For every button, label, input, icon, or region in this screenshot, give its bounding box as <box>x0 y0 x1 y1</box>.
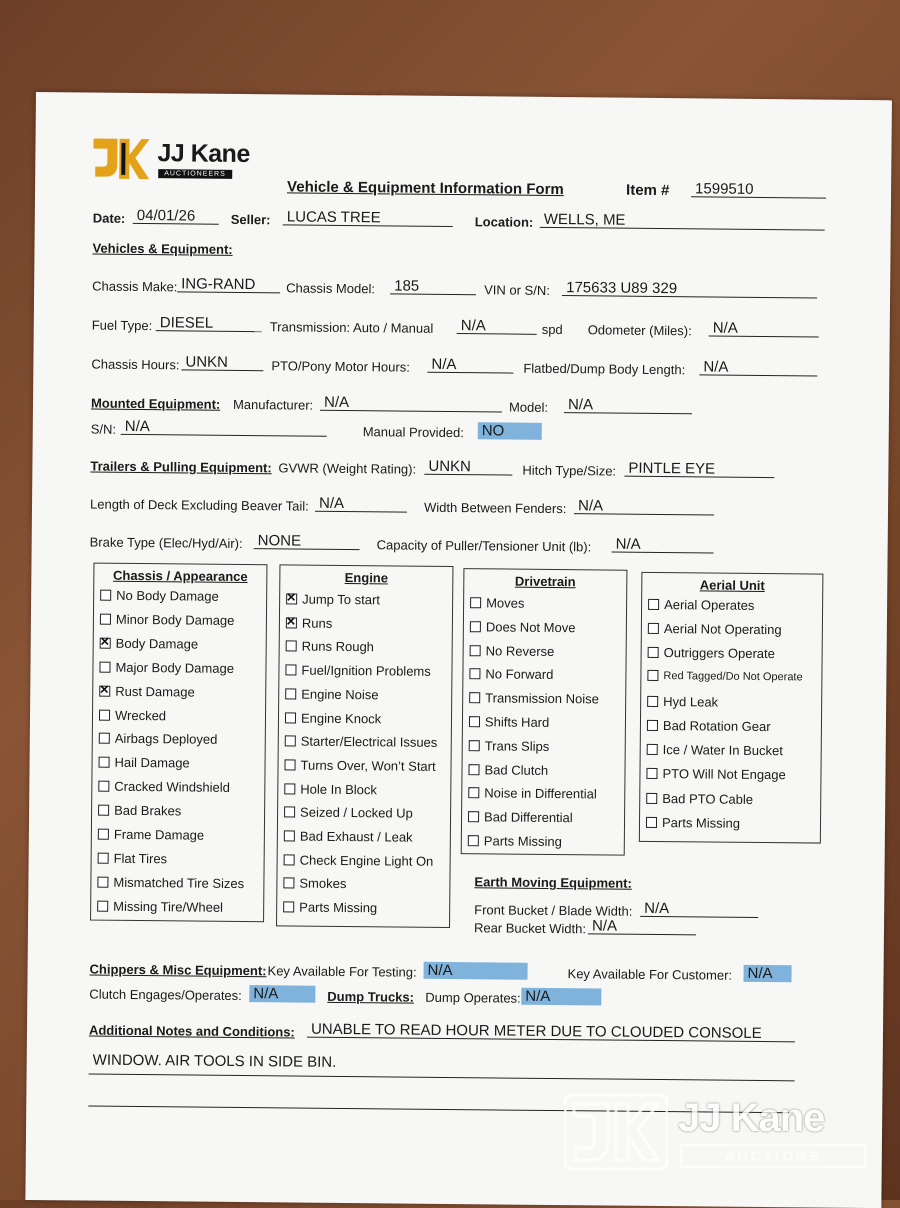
key-testing-field[interactable]: N/A <box>424 962 528 980</box>
aerial-unit-box <box>639 572 824 844</box>
checkbox[interactable] <box>283 878 294 889</box>
checkbox-label: No Body Damage <box>116 587 219 604</box>
checkbox-label: Frame Damage <box>113 826 205 843</box>
checkbox-label: Wrecked <box>114 707 167 723</box>
sn-field[interactable]: N/A <box>121 418 327 437</box>
checkbox[interactable] <box>99 709 110 720</box>
flatbed-length-field[interactable]: N/A <box>699 358 817 376</box>
checkbox-label: Shifts Hard <box>484 714 550 730</box>
checkbox[interactable] <box>285 665 296 676</box>
dump-trucks-heading: Dump Trucks: <box>327 988 415 1005</box>
drivetrain-box <box>461 568 628 856</box>
key-customer-label: Key Available For Customer: <box>567 966 733 983</box>
checkbox-row[interactable] <box>286 615 333 630</box>
checkbox-label: Transmission Noise <box>485 690 599 707</box>
location-label: Location: <box>474 214 534 230</box>
checkbox-label: Airbags Deployed <box>114 731 218 748</box>
rear-bucket-field[interactable]: N/A <box>588 917 696 935</box>
checkbox-row[interactable] <box>100 588 219 604</box>
checkbox[interactable] <box>283 902 294 913</box>
engine-title: Engine <box>344 569 389 586</box>
checkbox-label: Rust Damage <box>115 683 195 700</box>
checkbox[interactable] <box>98 853 109 864</box>
checkbox-label: Smokes <box>299 875 347 892</box>
checkbox[interactable] <box>284 854 295 865</box>
checkbox-row[interactable] <box>97 898 223 914</box>
checkbox-label: Bad Brakes <box>114 802 182 819</box>
checkbox-row[interactable] <box>469 714 549 730</box>
checkbox-row[interactable] <box>284 757 435 773</box>
pto-hours-label: PTO/Pony Motor Hours: <box>271 358 410 375</box>
checkbox-row[interactable] <box>647 742 783 758</box>
checkbox-label: Trans Slips <box>484 738 550 754</box>
chassis-appearance-title: Chassis / Appearance <box>112 567 248 585</box>
watermark-subtitle: AUCTIONS <box>680 1144 866 1168</box>
deck-length-field[interactable]: N/A <box>315 495 407 513</box>
earth-moving-heading: Earth Moving Equipment: <box>474 874 632 891</box>
fenders-width-label: Width Between Fenders: <box>423 499 567 517</box>
checkbox-row[interactable] <box>284 852 434 868</box>
checkbox-row[interactable] <box>285 734 438 750</box>
dump-operates-field[interactable]: N/A <box>521 988 601 1006</box>
checkbox-row[interactable] <box>285 686 378 702</box>
drivetrain-title: Drivetrain <box>514 573 576 590</box>
front-bucket-field[interactable]: N/A <box>640 900 758 918</box>
checkbox-label: No Forward <box>485 666 554 683</box>
checkbox-label: Fuel/Ignition Problems <box>301 662 431 679</box>
hitch-label: Hitch Type/Size: <box>522 462 617 479</box>
pto-hours-field[interactable]: N/A <box>427 356 513 374</box>
logo-subtitle: AUCTIONEERS <box>158 169 232 179</box>
checkbox-row[interactable] <box>99 731 218 747</box>
model-field[interactable]: N/A <box>564 396 692 414</box>
checkbox-row[interactable] <box>647 694 718 710</box>
seller-label: Seller: <box>230 211 271 228</box>
brake-type-label: Brake Type (Elec/Hyd/Air): <box>89 534 243 552</box>
manufacturer-field[interactable]: N/A <box>320 394 502 413</box>
checkbox-label: Moves <box>486 595 525 611</box>
checkbox[interactable] <box>647 696 658 707</box>
checkbox-row[interactable] <box>469 690 599 706</box>
notes-line-2[interactable]: WINDOW. AIR TOOLS IN SIDE BIN. <box>89 1051 795 1082</box>
checkbox-label: Hole In Block <box>300 781 377 797</box>
checkbox-row[interactable] <box>468 809 573 825</box>
checkbox[interactable] <box>100 590 111 601</box>
chassis-hours-field[interactable]: UNKN <box>181 353 263 371</box>
deck-length-label: Length of Deck Excluding Beaver Tail: <box>89 496 309 514</box>
checkbox-row[interactable] <box>470 619 576 635</box>
aerial-unit-title: Aerial Unit <box>699 577 765 594</box>
checkbox[interactable] <box>97 900 108 911</box>
watermark-name: JJ Kane <box>678 1096 825 1140</box>
front-bucket-label: Front Bucket / Blade Width: <box>474 902 633 919</box>
checkbox-label: Aerial Operates <box>664 597 755 613</box>
checkbox[interactable] <box>648 623 659 634</box>
checkbox-label: Bad Exhaust / Leak <box>299 828 413 845</box>
checkbox[interactable] <box>98 829 109 840</box>
checkbox-row[interactable] <box>646 766 785 782</box>
checkbox[interactable] <box>97 876 108 887</box>
key-testing-label: Key Available For Testing: <box>267 963 417 980</box>
date-label: Date: <box>92 210 126 226</box>
checkbox[interactable] <box>468 788 479 799</box>
manual-provided-field[interactable]: NO <box>478 422 542 440</box>
checkbox-label: Minor Body Damage <box>115 611 235 628</box>
checkbox-label: Parts Missing <box>661 814 741 831</box>
checkbox-label: Bad Differential <box>483 809 573 826</box>
checkbox[interactable] <box>470 645 481 656</box>
checkbox[interactable] <box>646 817 657 828</box>
date-field[interactable]: 04/01/26 <box>133 207 219 225</box>
model-label: Model: <box>508 399 549 415</box>
checkbox-label: Jump To start <box>302 591 381 608</box>
checkbox-label: Flat Tires <box>113 850 168 867</box>
checkbox[interactable] <box>646 792 657 803</box>
checkbox-label: Missing Tire/Wheel <box>113 898 224 915</box>
checkbox-label: Seized / Locked Up <box>300 804 413 821</box>
checkbox[interactable] <box>646 768 657 779</box>
checkbox-label: Major Body Damage <box>115 659 235 676</box>
checkbox-row[interactable] <box>468 762 548 778</box>
checkbox-row[interactable] <box>648 621 782 637</box>
checkbox-label: Ice / Water In Bucket <box>662 742 783 759</box>
checkbox[interactable] <box>470 621 481 632</box>
checkbox-row[interactable] <box>99 659 234 675</box>
gvwr-field[interactable]: UNKN <box>424 458 512 476</box>
checkbox[interactable] <box>647 670 658 681</box>
checkbox[interactable] <box>99 661 110 672</box>
checkbox[interactable] <box>99 757 110 768</box>
manual-provided-label: Manual Provided: <box>362 424 464 441</box>
chassis-make-label: Chassis Make: <box>92 278 178 295</box>
manufacturer-label: Manufacturer: <box>232 396 314 413</box>
checkbox-row[interactable] <box>98 755 189 771</box>
checkbox-label: Mismatched Tire Sizes <box>113 874 245 891</box>
checkbox-row[interactable] <box>98 803 181 819</box>
checkbox-label: Runs <box>301 615 333 631</box>
mounted-heading: Mounted Equipment: <box>90 395 221 412</box>
checkbox-row[interactable] <box>285 710 381 726</box>
checkbox[interactable] <box>99 685 110 696</box>
checkbox-row[interactable] <box>284 805 413 821</box>
checkbox-row[interactable] <box>97 874 244 890</box>
checkbox-label: Turns Over, Won’t Start <box>300 757 436 774</box>
checkbox-label: Red Tagged/Do Not Operate <box>663 669 803 683</box>
checkbox-row[interactable] <box>285 663 430 679</box>
fuel-type-label: Fuel Type: <box>91 317 153 334</box>
checkbox-row[interactable] <box>468 833 562 849</box>
checkbox[interactable] <box>284 830 295 841</box>
checkbox[interactable] <box>469 740 480 751</box>
checkbox-row[interactable] <box>98 851 168 867</box>
checkbox-label: Bad Clutch <box>484 761 549 778</box>
checkbox-label: Starter/Electrical Issues <box>300 733 438 751</box>
checkbox-row[interactable] <box>647 718 771 734</box>
checkbox-row[interactable] <box>470 643 555 659</box>
engine-box <box>276 564 453 928</box>
checkbox-label: Hail Damage <box>114 755 190 771</box>
transmission-field[interactable]: N/A <box>457 317 537 335</box>
item-label: Item # <box>626 181 670 200</box>
checkbox[interactable] <box>286 641 297 652</box>
checkbox[interactable] <box>468 835 479 846</box>
odometer-field[interactable]: N/A <box>709 319 819 337</box>
checkbox-row[interactable] <box>468 786 597 802</box>
clutch-field[interactable]: N/A <box>249 985 315 1003</box>
checkbox[interactable] <box>469 692 480 703</box>
checkbox-row[interactable] <box>98 827 204 843</box>
checkbox[interactable] <box>284 783 295 794</box>
checkbox-label: Cracked Windshield <box>114 778 231 796</box>
checkbox-row[interactable] <box>286 639 374 655</box>
watermark-logo-icon <box>564 1094 668 1170</box>
checkbox[interactable] <box>647 720 658 731</box>
jj-kane-logo-icon <box>91 137 149 182</box>
checkbox-label: No Reverse <box>485 642 555 659</box>
checkbox[interactable] <box>469 716 480 727</box>
capacity-field[interactable]: N/A <box>612 536 714 554</box>
trailers-heading: Trailers & Pulling Equipment: <box>90 458 272 476</box>
checkbox-label: Check Engine Light On <box>299 852 434 869</box>
odometer-label: Odometer (Miles): <box>587 322 692 339</box>
checkbox-row[interactable] <box>99 683 195 699</box>
fuel-type-field[interactable]: DIESEL <box>156 314 262 332</box>
fenders-width-field[interactable]: N/A <box>574 497 714 515</box>
flatbed-length-label: Flatbed/Dump Body Length: <box>523 360 686 378</box>
chassis-model-field[interactable]: 185 <box>390 277 476 295</box>
checkbox-row[interactable] <box>648 597 754 613</box>
checkbox-label: Engine Noise <box>301 686 379 703</box>
checkbox-row[interactable] <box>646 815 740 831</box>
vin-field[interactable]: 175633 U89 329 <box>562 279 817 298</box>
checkbox-label: Parts Missing <box>483 833 562 850</box>
checkbox[interactable] <box>470 597 481 608</box>
chassis-hours-label: Chassis Hours: <box>91 356 180 373</box>
checkbox[interactable] <box>99 733 110 744</box>
rear-bucket-label: Rear Bucket Width: <box>473 920 587 937</box>
checkbox[interactable] <box>469 669 480 680</box>
checkbox-label: Runs Rough <box>301 638 375 655</box>
checkbox[interactable] <box>285 759 296 770</box>
checkbox-row[interactable] <box>286 591 380 607</box>
checkbox[interactable] <box>284 807 295 818</box>
item-number-field[interactable]: 1599510 <box>691 180 826 198</box>
checkbox[interactable] <box>98 781 109 792</box>
checkbox-label: Noise in Differential <box>484 785 597 802</box>
sn-label: S/N: <box>90 421 117 437</box>
checkbox-label: Hyd Leak <box>663 693 719 710</box>
checkbox-label: PTO Will Not Engage <box>662 766 786 783</box>
checkbox[interactable] <box>98 805 109 816</box>
checkbox-label: Parts Missing <box>299 899 378 916</box>
checkbox-label: Bad PTO Cable <box>662 790 754 807</box>
checkbox-label: Bad Rotation Gear <box>662 718 771 735</box>
checkbox-row[interactable] <box>283 876 346 892</box>
checkbox-row[interactable] <box>100 612 235 628</box>
clutch-label: Clutch Engages/Operates: <box>89 986 242 1004</box>
logo-name: JJ Kane <box>157 139 250 169</box>
checkbox[interactable] <box>286 617 297 628</box>
checkbox[interactable] <box>647 744 658 755</box>
checkbox-row[interactable] <box>648 645 775 661</box>
chassis-make-field[interactable]: ING-RAND <box>177 275 280 293</box>
checkbox[interactable] <box>468 764 479 775</box>
spd-label: spd <box>541 321 563 338</box>
checkbox-label: Engine Knock <box>300 710 382 726</box>
jj-kane-watermark <box>560 1092 870 1172</box>
form-sheet <box>25 92 892 1208</box>
checkbox[interactable] <box>468 811 479 822</box>
chippers-heading: Chippers & Misc Equipment: <box>89 961 267 979</box>
form-title: Vehicle & Equipment Information Form <box>287 178 564 199</box>
hitch-field[interactable]: PINTLE EYE <box>624 460 774 478</box>
checkbox-label: Aerial Not Operating <box>663 621 782 638</box>
checkbox-row[interactable] <box>98 779 230 795</box>
checkbox-row[interactable] <box>470 595 524 611</box>
checkbox-row[interactable] <box>100 635 199 651</box>
checkbox-row[interactable] <box>284 828 413 844</box>
checkbox-row[interactable] <box>469 738 550 754</box>
checkbox-row[interactable] <box>283 900 377 916</box>
transmission-label: Transmission: Auto / Manual <box>269 319 434 336</box>
gvwr-label: GVWR (Weight Rating): <box>278 460 417 477</box>
location-field[interactable]: WELLS, ME <box>540 211 825 231</box>
capacity-label: Capacity of Puller/Tensioner Unit (lb): <box>376 537 592 555</box>
checkbox[interactable] <box>285 736 296 747</box>
vehicles-heading: Vehicles & Equipment: <box>92 240 233 257</box>
vin-label: VIN or S/N: <box>484 282 550 298</box>
chassis-model-label: Chassis Model: <box>286 280 376 297</box>
checkbox[interactable] <box>285 688 296 699</box>
checkbox[interactable] <box>100 637 111 648</box>
key-customer-field[interactable]: N/A <box>743 965 791 982</box>
checkbox-row[interactable] <box>646 790 753 806</box>
checkbox-row[interactable] <box>647 669 802 682</box>
brake-type-field[interactable]: NONE <box>254 532 360 550</box>
checkbox[interactable] <box>286 593 297 604</box>
seller-field[interactable]: LUCAS TREE <box>283 208 453 227</box>
checkbox-label: Does Not Move <box>485 619 576 635</box>
dump-operates-label: Dump Operates: <box>425 989 521 1006</box>
checkbox-label: Body Damage <box>115 635 199 652</box>
checkbox[interactable] <box>285 712 296 723</box>
checkbox-row[interactable] <box>99 707 166 723</box>
checkbox-row[interactable] <box>469 667 553 683</box>
notes-heading: Additional Notes and Conditions: <box>88 1022 295 1040</box>
checkbox-label: Outriggers Operate <box>663 645 775 662</box>
chassis-appearance-box <box>90 563 267 923</box>
notes-line-1[interactable]: UNABLE TO READ HOUR METER DUE TO CLOUDED CONSOLE <box>307 1021 795 1043</box>
checkbox[interactable] <box>100 614 111 625</box>
checkbox[interactable] <box>648 647 659 658</box>
checkbox[interactable] <box>648 599 659 610</box>
checkbox-row[interactable] <box>284 781 377 797</box>
